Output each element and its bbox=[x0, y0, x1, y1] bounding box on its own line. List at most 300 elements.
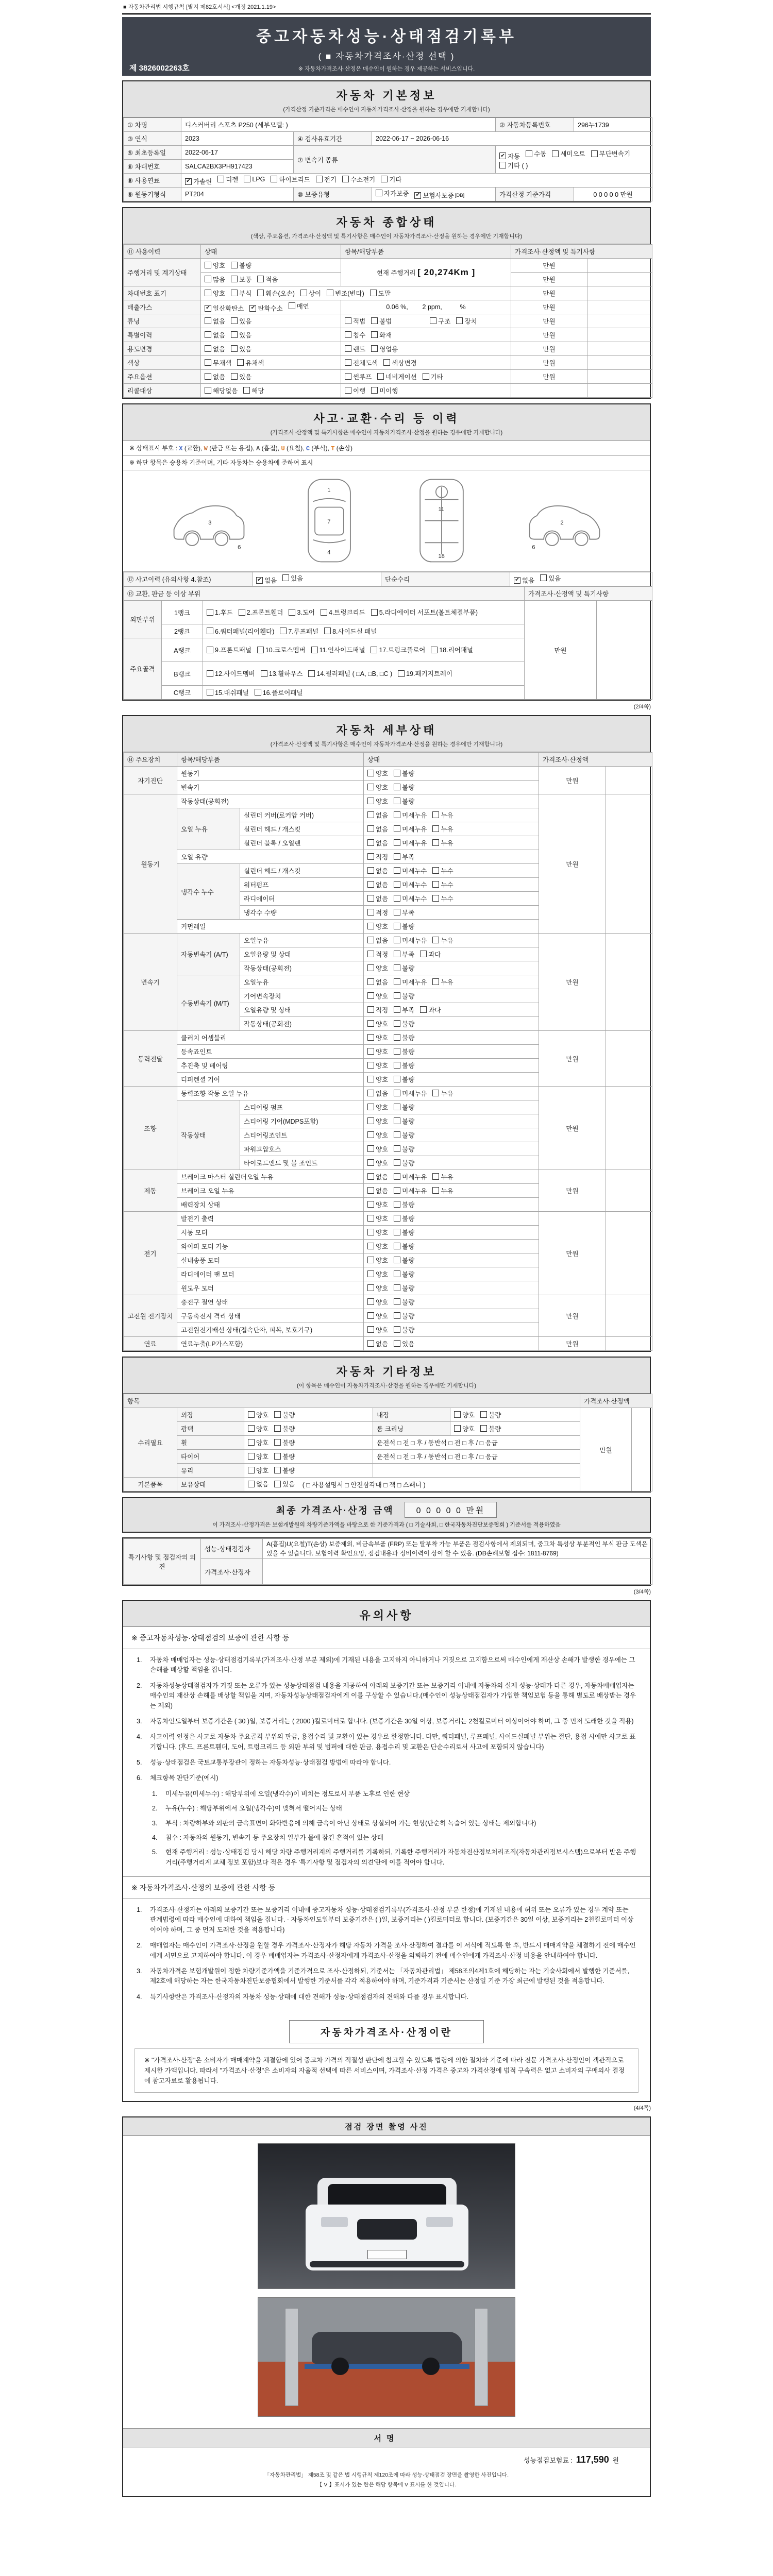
checkbox-box-icon[interactable] bbox=[371, 609, 378, 616]
checkbox-box-icon[interactable] bbox=[432, 978, 439, 985]
checkbox-box-icon[interactable] bbox=[231, 345, 238, 352]
checkbox-box-icon[interactable] bbox=[432, 811, 439, 818]
checkbox-양호[interactable] bbox=[367, 1228, 388, 1237]
checkbox-box-icon[interactable] bbox=[205, 387, 211, 394]
checkbox-누유[interactable] bbox=[432, 977, 453, 987]
checkbox-훼손(오손)[interactable] bbox=[257, 289, 295, 298]
checkbox-과다[interactable] bbox=[420, 1005, 441, 1014]
checkbox-box-icon[interactable] bbox=[394, 1076, 400, 1082]
checkbox-box-icon[interactable] bbox=[342, 176, 349, 182]
checkbox-누수[interactable] bbox=[432, 880, 453, 889]
checkbox-불량[interactable] bbox=[394, 922, 414, 931]
checkbox-box-icon[interactable] bbox=[367, 1312, 374, 1319]
checkbox-box-icon[interactable] bbox=[205, 345, 211, 352]
checkbox-적정[interactable] bbox=[367, 852, 388, 861]
checkbox-box-icon[interactable] bbox=[205, 276, 211, 282]
checkbox-양호[interactable] bbox=[454, 1410, 475, 1419]
checkbox-양호[interactable] bbox=[367, 796, 388, 806]
checkbox-box-icon[interactable] bbox=[217, 176, 224, 182]
checkbox-있음[interactable] bbox=[540, 573, 561, 583]
checkbox-box-icon[interactable] bbox=[394, 1131, 400, 1138]
checkbox-box-icon[interactable] bbox=[381, 176, 388, 182]
checkbox-box-icon[interactable] bbox=[394, 1090, 400, 1096]
checkbox-네비게이션[interactable] bbox=[377, 372, 416, 381]
checkbox-없음[interactable] bbox=[205, 316, 225, 326]
checkbox-불량[interactable] bbox=[394, 1075, 414, 1084]
checkbox-box-icon[interactable] bbox=[367, 1215, 374, 1222]
checkbox-box-icon[interactable] bbox=[394, 937, 400, 943]
checkbox-부족[interactable] bbox=[394, 1005, 414, 1014]
checkbox-box-icon[interactable] bbox=[394, 1340, 400, 1347]
checkbox-미세누수[interactable] bbox=[394, 880, 427, 889]
checkbox-box-icon[interactable] bbox=[394, 784, 400, 790]
checkbox-box-icon[interactable]: ✔ bbox=[514, 577, 520, 584]
checkbox-9.프론트패널[interactable] bbox=[207, 645, 251, 654]
checkbox-box-icon[interactable] bbox=[367, 1284, 374, 1291]
checkbox-box-icon[interactable] bbox=[367, 867, 374, 874]
checkbox-box-icon[interactable] bbox=[454, 1425, 461, 1432]
checkbox-box-icon[interactable] bbox=[345, 331, 351, 338]
checkbox-없음[interactable] bbox=[367, 1186, 388, 1195]
checkbox-box-icon[interactable] bbox=[367, 1034, 374, 1041]
checkbox-양호[interactable] bbox=[367, 783, 388, 792]
checkbox-box-icon[interactable] bbox=[367, 978, 374, 985]
checkbox-적음[interactable] bbox=[257, 275, 278, 284]
checkbox-불량[interactable] bbox=[394, 1311, 414, 1320]
checkbox-2.프론트휀더[interactable] bbox=[239, 607, 283, 617]
checkbox-있음[interactable] bbox=[231, 316, 251, 326]
checkbox-자가보증[interactable] bbox=[376, 189, 409, 198]
checkbox-box-icon[interactable] bbox=[420, 951, 427, 957]
checkbox-box-icon[interactable] bbox=[367, 1201, 374, 1208]
checkbox-box-icon[interactable] bbox=[540, 574, 547, 581]
checkbox-불량[interactable] bbox=[394, 1103, 414, 1112]
checkbox-5.라디에이터 서포트(볼트체결부품)[interactable] bbox=[371, 607, 478, 617]
checkbox-불량[interactable] bbox=[394, 1325, 414, 1334]
checkbox-가솔린[interactable] bbox=[185, 177, 212, 186]
checkbox-box-icon[interactable] bbox=[432, 881, 439, 888]
checkbox-box-icon[interactable] bbox=[394, 978, 400, 985]
checkbox-하이브리드[interactable] bbox=[271, 175, 310, 184]
checkbox-box-icon[interactable] bbox=[248, 1411, 255, 1418]
checkbox-없음[interactable] bbox=[367, 810, 388, 820]
checkbox-box-icon[interactable] bbox=[552, 150, 559, 157]
checkbox-box-icon[interactable] bbox=[207, 628, 213, 634]
checkbox-box-icon[interactable] bbox=[345, 373, 351, 380]
checkbox-양호[interactable] bbox=[367, 1325, 388, 1334]
checkbox-불법[interactable] bbox=[371, 316, 392, 326]
checkbox-부식[interactable] bbox=[231, 289, 251, 298]
checkbox-없음[interactable] bbox=[205, 372, 225, 381]
checkbox-불량[interactable] bbox=[274, 1438, 295, 1447]
checkbox-해당없음[interactable] bbox=[205, 386, 238, 395]
checkbox-적정[interactable] bbox=[367, 908, 388, 917]
checkbox-box-icon[interactable] bbox=[371, 331, 378, 338]
checkbox-box-icon[interactable] bbox=[367, 1104, 374, 1110]
checkbox-일산화탄소[interactable] bbox=[205, 303, 244, 313]
checkbox-box-icon[interactable] bbox=[394, 1048, 400, 1055]
checkbox-있음[interactable] bbox=[394, 1339, 414, 1348]
checkbox-불량[interactable] bbox=[394, 1283, 414, 1293]
checkbox-box-icon[interactable] bbox=[394, 1229, 400, 1235]
checkbox-box-icon[interactable] bbox=[248, 1467, 255, 1473]
checkbox-불량[interactable] bbox=[394, 1214, 414, 1223]
checkbox-box-icon[interactable] bbox=[243, 387, 250, 394]
checkbox-있음[interactable] bbox=[231, 330, 251, 340]
checkbox-미이행[interactable] bbox=[371, 386, 398, 395]
checkbox-box-icon[interactable] bbox=[231, 373, 238, 380]
checkbox-무채색[interactable] bbox=[205, 358, 231, 367]
checkbox-3.도어[interactable] bbox=[289, 607, 315, 617]
checkbox-양호[interactable] bbox=[367, 1075, 388, 1084]
checkbox-box-icon[interactable] bbox=[367, 909, 374, 916]
checkbox-불량[interactable] bbox=[394, 1019, 414, 1028]
checkbox-미세누유[interactable] bbox=[394, 1172, 427, 1181]
checkbox-box-icon[interactable] bbox=[207, 647, 213, 653]
checkbox-box-icon[interactable] bbox=[205, 331, 211, 338]
checkbox-양호[interactable] bbox=[248, 1438, 268, 1447]
checkbox-box-icon[interactable] bbox=[231, 262, 238, 268]
checkbox-box-icon[interactable] bbox=[526, 150, 532, 157]
checkbox-불량[interactable] bbox=[274, 1452, 295, 1461]
checkbox-불량[interactable] bbox=[394, 769, 414, 778]
checkbox-box-icon[interactable] bbox=[367, 1020, 374, 1027]
checkbox-17.트렁크플로어[interactable] bbox=[371, 645, 425, 654]
checkbox-적정[interactable] bbox=[367, 950, 388, 959]
checkbox-적법[interactable] bbox=[345, 316, 365, 326]
checkbox-box-icon[interactable] bbox=[257, 290, 264, 296]
checkbox-보통[interactable] bbox=[231, 275, 251, 284]
checkbox-불량[interactable] bbox=[394, 796, 414, 806]
checkbox-없음[interactable] bbox=[367, 936, 388, 945]
checkbox-box-icon[interactable] bbox=[345, 345, 351, 352]
checkbox-box-icon[interactable] bbox=[367, 798, 374, 804]
checkbox-box-icon[interactable] bbox=[454, 1411, 461, 1418]
checkbox-기타 ( )[interactable] bbox=[499, 161, 528, 170]
checkbox-box-icon[interactable] bbox=[432, 1187, 439, 1194]
checkbox-box-icon[interactable] bbox=[394, 853, 400, 860]
checkbox-box-icon[interactable] bbox=[257, 276, 264, 282]
checkbox-양호[interactable] bbox=[367, 991, 388, 1001]
checkbox-box-icon[interactable] bbox=[367, 895, 374, 902]
checkbox-box-icon[interactable] bbox=[367, 853, 374, 860]
checkbox-box-icon[interactable] bbox=[432, 1090, 439, 1096]
checkbox-box-icon[interactable] bbox=[367, 1187, 374, 1194]
checkbox-box-icon[interactable] bbox=[274, 1411, 281, 1418]
checkbox-없음[interactable] bbox=[248, 1479, 268, 1488]
checkbox-변조(변타)[interactable] bbox=[327, 289, 364, 298]
checkbox-box-icon[interactable] bbox=[289, 609, 295, 616]
checkbox-양호[interactable] bbox=[248, 1452, 268, 1461]
checkbox-box-icon[interactable] bbox=[394, 825, 400, 832]
checkbox-box-icon[interactable] bbox=[371, 317, 378, 324]
checkbox-양호[interactable] bbox=[367, 1311, 388, 1320]
checkbox-box-icon[interactable] bbox=[394, 867, 400, 874]
checkbox-불량[interactable] bbox=[394, 1269, 414, 1279]
checkbox-box-icon[interactable] bbox=[432, 867, 439, 874]
checkbox-box-icon[interactable] bbox=[398, 670, 405, 677]
checkbox-전체도색[interactable] bbox=[345, 358, 378, 367]
checkbox-양호[interactable] bbox=[367, 1256, 388, 1265]
checkbox-전기[interactable] bbox=[316, 175, 337, 184]
checkbox-탄화수소[interactable] bbox=[249, 303, 282, 313]
checkbox-수소전기[interactable] bbox=[342, 175, 375, 184]
checkbox-미세누수[interactable] bbox=[394, 866, 427, 875]
checkbox-box-icon[interactable] bbox=[394, 811, 400, 818]
checkbox-14.필러패널 ( □A, □B, □C )[interactable] bbox=[308, 669, 392, 678]
checkbox-box-icon[interactable] bbox=[394, 1159, 400, 1166]
checkbox-box-icon[interactable] bbox=[432, 839, 439, 846]
checkbox-box-icon[interactable] bbox=[311, 647, 318, 653]
checkbox-해당[interactable] bbox=[243, 386, 264, 395]
checkbox-box-icon[interactable] bbox=[324, 628, 331, 634]
checkbox-없음[interactable] bbox=[367, 824, 388, 834]
checkbox-미세누수[interactable] bbox=[394, 894, 427, 903]
checkbox-box-icon[interactable]: ✔ bbox=[414, 192, 421, 199]
checkbox-영업용[interactable] bbox=[371, 344, 398, 353]
checkbox-색상변경[interactable] bbox=[383, 358, 416, 367]
checkbox-box-icon[interactable] bbox=[432, 937, 439, 943]
checkbox-box-icon[interactable] bbox=[255, 689, 261, 696]
checkbox-불량[interactable] bbox=[480, 1424, 501, 1433]
checkbox-box-icon[interactable] bbox=[394, 1145, 400, 1152]
checkbox-box-icon[interactable] bbox=[394, 992, 400, 999]
checkbox-box-icon[interactable] bbox=[327, 290, 333, 296]
checkbox-box-icon[interactable] bbox=[367, 964, 374, 971]
checkbox-양호[interactable] bbox=[205, 289, 225, 298]
checkbox-불량[interactable] bbox=[394, 1256, 414, 1265]
checkbox-box-icon[interactable] bbox=[244, 176, 250, 182]
checkbox-LPG[interactable] bbox=[244, 176, 265, 183]
checkbox-box-icon[interactable] bbox=[207, 689, 213, 696]
checkbox-누유[interactable] bbox=[432, 936, 453, 945]
checkbox-썬루프[interactable] bbox=[345, 372, 372, 381]
checkbox-box-icon[interactable] bbox=[394, 770, 400, 776]
checkbox-box-icon[interactable] bbox=[394, 1326, 400, 1333]
checkbox-없음[interactable] bbox=[367, 838, 388, 848]
checkbox-box-icon[interactable] bbox=[367, 1062, 374, 1069]
checkbox-box-icon[interactable] bbox=[480, 1411, 487, 1418]
checkbox-부족[interactable] bbox=[394, 950, 414, 959]
checkbox-box-icon[interactable] bbox=[367, 770, 374, 776]
checkbox-양호[interactable] bbox=[248, 1410, 268, 1419]
checkbox-누수[interactable] bbox=[432, 866, 453, 875]
checkbox-box-icon[interactable] bbox=[207, 609, 213, 616]
checkbox-box-icon[interactable] bbox=[456, 317, 463, 324]
checkbox-11.인사이드패널[interactable] bbox=[311, 645, 365, 654]
checkbox-수동[interactable] bbox=[526, 149, 546, 158]
checkbox-디젤[interactable] bbox=[217, 175, 238, 184]
checkbox-누유[interactable] bbox=[432, 824, 453, 834]
checkbox-box-icon[interactable] bbox=[367, 1340, 374, 1347]
checkbox-없음[interactable] bbox=[367, 880, 388, 889]
checkbox-누유[interactable] bbox=[432, 1172, 453, 1181]
checkbox-불량[interactable] bbox=[394, 783, 414, 792]
checkbox-미세누유[interactable] bbox=[394, 824, 427, 834]
checkbox-불량[interactable] bbox=[394, 1116, 414, 1126]
checkbox-box-icon[interactable]: ✔ bbox=[205, 305, 211, 312]
checkbox-없음[interactable] bbox=[367, 866, 388, 875]
checkbox-7.루프패널[interactable] bbox=[280, 626, 318, 636]
checkbox-box-icon[interactable] bbox=[261, 670, 267, 677]
checkbox-box-icon[interactable] bbox=[394, 798, 400, 804]
checkbox-box-icon[interactable] bbox=[394, 1006, 400, 1013]
checkbox-box-icon[interactable] bbox=[394, 1270, 400, 1277]
checkbox-box-icon[interactable]: ✔ bbox=[499, 152, 506, 159]
checkbox-무단변속기[interactable] bbox=[591, 149, 630, 158]
checkbox-box-icon[interactable] bbox=[274, 1453, 281, 1460]
checkbox-기타[interactable] bbox=[423, 372, 443, 381]
checkbox-box-icon[interactable] bbox=[205, 290, 211, 296]
checkbox-box-icon[interactable] bbox=[394, 1243, 400, 1249]
checkbox-16.플로어패널[interactable] bbox=[255, 688, 303, 697]
checkbox-box-icon[interactable] bbox=[205, 262, 211, 268]
checkbox-적정[interactable] bbox=[367, 1005, 388, 1014]
checkbox-box-icon[interactable] bbox=[280, 628, 287, 634]
checkbox-13.휠하우스[interactable] bbox=[261, 669, 303, 678]
checkbox-box-icon[interactable] bbox=[394, 839, 400, 846]
checkbox-세미오토[interactable] bbox=[552, 149, 585, 158]
checkbox-box-icon[interactable] bbox=[316, 176, 323, 182]
checkbox-box-icon[interactable] bbox=[367, 881, 374, 888]
checkbox-없음[interactable] bbox=[205, 344, 225, 353]
checkbox-없음[interactable] bbox=[367, 894, 388, 903]
checkbox-box-icon[interactable] bbox=[430, 317, 436, 324]
checkbox-box-icon[interactable] bbox=[237, 359, 244, 366]
checkbox-box-icon[interactable] bbox=[394, 1312, 400, 1319]
checkbox-불량[interactable] bbox=[394, 1130, 414, 1140]
checkbox-box-icon[interactable] bbox=[394, 909, 400, 916]
checkbox-6.쿼터패널(리어휀다)[interactable] bbox=[207, 626, 274, 636]
checkbox-box-icon[interactable] bbox=[394, 923, 400, 929]
checkbox-양호[interactable] bbox=[367, 1214, 388, 1223]
checkbox-양호[interactable] bbox=[367, 1283, 388, 1293]
checkbox-양호[interactable] bbox=[367, 1200, 388, 1209]
checkbox-미세누유[interactable] bbox=[394, 1186, 427, 1195]
checkbox-없음[interactable] bbox=[367, 1339, 388, 1348]
checkbox-양호[interactable] bbox=[367, 1130, 388, 1140]
checkbox-18.리어패널[interactable] bbox=[431, 645, 473, 654]
checkbox-있음[interactable] bbox=[282, 573, 303, 583]
checkbox-box-icon[interactable] bbox=[308, 670, 315, 677]
checkbox-box-icon[interactable] bbox=[370, 290, 377, 296]
checkbox-양호[interactable] bbox=[367, 1061, 388, 1070]
checkbox-box-icon[interactable] bbox=[345, 387, 351, 394]
checkbox-box-icon[interactable] bbox=[377, 373, 384, 380]
checkbox-양호[interactable] bbox=[367, 1047, 388, 1056]
checkbox-양호[interactable] bbox=[367, 963, 388, 973]
checkbox-box-icon[interactable] bbox=[367, 1048, 374, 1055]
checkbox-box-icon[interactable] bbox=[394, 1034, 400, 1041]
checkbox-누유[interactable] bbox=[432, 838, 453, 848]
checkbox-box-icon[interactable]: ✔ bbox=[185, 178, 192, 185]
checkbox-box-icon[interactable] bbox=[394, 1173, 400, 1180]
checkbox-box-icon[interactable] bbox=[499, 162, 506, 168]
checkbox-불량[interactable] bbox=[394, 1200, 414, 1209]
checkbox-box-icon[interactable] bbox=[383, 359, 390, 366]
checkbox-보험사보증[interactable] bbox=[414, 191, 464, 200]
checkbox-불량[interactable] bbox=[394, 1061, 414, 1070]
checkbox-box-icon[interactable] bbox=[321, 609, 327, 616]
checkbox-box-icon[interactable] bbox=[367, 1117, 374, 1124]
checkbox-장치[interactable] bbox=[456, 316, 477, 326]
checkbox-box-icon[interactable] bbox=[367, 1090, 374, 1096]
checkbox-양호[interactable] bbox=[367, 1033, 388, 1042]
checkbox-box-icon[interactable] bbox=[423, 373, 429, 380]
checkbox-box-icon[interactable] bbox=[432, 1173, 439, 1180]
checkbox-box-icon[interactable] bbox=[367, 839, 374, 846]
checkbox-과다[interactable] bbox=[420, 950, 441, 959]
checkbox-box-icon[interactable] bbox=[394, 1187, 400, 1194]
checkbox-도말[interactable] bbox=[370, 289, 391, 298]
checkbox-이행[interactable] bbox=[345, 386, 365, 395]
checkbox-침수[interactable] bbox=[345, 330, 365, 340]
checkbox-box-icon[interactable] bbox=[345, 359, 351, 366]
checkbox-양호[interactable] bbox=[367, 1103, 388, 1112]
checkbox-12.사이드멤버[interactable] bbox=[207, 669, 255, 678]
checkbox-box-icon[interactable] bbox=[367, 1229, 374, 1235]
checkbox-1.후드[interactable] bbox=[207, 607, 233, 617]
checkbox-box-icon[interactable] bbox=[394, 1284, 400, 1291]
checkbox-box-icon[interactable]: ✔ bbox=[249, 305, 256, 312]
checkbox-box-icon[interactable] bbox=[394, 964, 400, 971]
checkbox-box-icon[interactable] bbox=[274, 1481, 281, 1487]
checkbox-불량[interactable] bbox=[394, 1144, 414, 1154]
checkbox-box-icon[interactable] bbox=[231, 317, 238, 324]
checkbox-box-icon[interactable] bbox=[394, 1104, 400, 1110]
checkbox-box-icon[interactable]: ✔ bbox=[256, 577, 263, 584]
checkbox-불량[interactable] bbox=[480, 1410, 501, 1419]
checkbox-box-icon[interactable] bbox=[480, 1425, 487, 1432]
checkbox-box-icon[interactable] bbox=[271, 176, 277, 182]
checkbox-미세누유[interactable] bbox=[394, 810, 427, 820]
checkbox-미세누유[interactable] bbox=[394, 838, 427, 848]
checkbox-box-icon[interactable] bbox=[420, 1006, 427, 1013]
checkbox-불량[interactable] bbox=[231, 261, 251, 270]
checkbox-누수[interactable] bbox=[432, 894, 453, 903]
checkbox-양호[interactable] bbox=[367, 1269, 388, 1279]
checkbox-box-icon[interactable] bbox=[367, 1076, 374, 1082]
checkbox-양호[interactable] bbox=[248, 1466, 268, 1475]
checkbox-box-icon[interactable] bbox=[394, 1062, 400, 1069]
checkbox-불량[interactable] bbox=[394, 1047, 414, 1056]
checkbox-box-icon[interactable] bbox=[205, 359, 211, 366]
checkbox-box-icon[interactable] bbox=[394, 895, 400, 902]
checkbox-box-icon[interactable] bbox=[205, 317, 211, 324]
checkbox-불량[interactable] bbox=[394, 1242, 414, 1251]
checkbox-누유[interactable] bbox=[432, 810, 453, 820]
checkbox-양호[interactable] bbox=[367, 1158, 388, 1167]
checkbox-box-icon[interactable] bbox=[367, 923, 374, 929]
checkbox-많음[interactable] bbox=[205, 275, 225, 284]
checkbox-양호[interactable] bbox=[367, 922, 388, 931]
checkbox-8.사이드실 패널[interactable] bbox=[324, 626, 377, 636]
checkbox-box-icon[interactable] bbox=[289, 302, 295, 309]
checkbox-불량[interactable] bbox=[394, 1228, 414, 1237]
checkbox-없음[interactable] bbox=[367, 1172, 388, 1181]
checkbox-상이[interactable] bbox=[300, 289, 321, 298]
checkbox-box-icon[interactable] bbox=[231, 290, 238, 296]
checkbox-양호[interactable] bbox=[454, 1424, 475, 1433]
checkbox-없음[interactable] bbox=[256, 575, 277, 585]
checkbox-box-icon[interactable] bbox=[367, 1131, 374, 1138]
checkbox-양호[interactable] bbox=[367, 1116, 388, 1126]
checkbox-부족[interactable] bbox=[394, 852, 414, 861]
checkbox-10.크로스멤버[interactable] bbox=[257, 645, 306, 654]
checkbox-box-icon[interactable] bbox=[367, 811, 374, 818]
checkbox-box-icon[interactable] bbox=[394, 1117, 400, 1124]
checkbox-19.패키지트레이[interactable] bbox=[398, 669, 452, 678]
